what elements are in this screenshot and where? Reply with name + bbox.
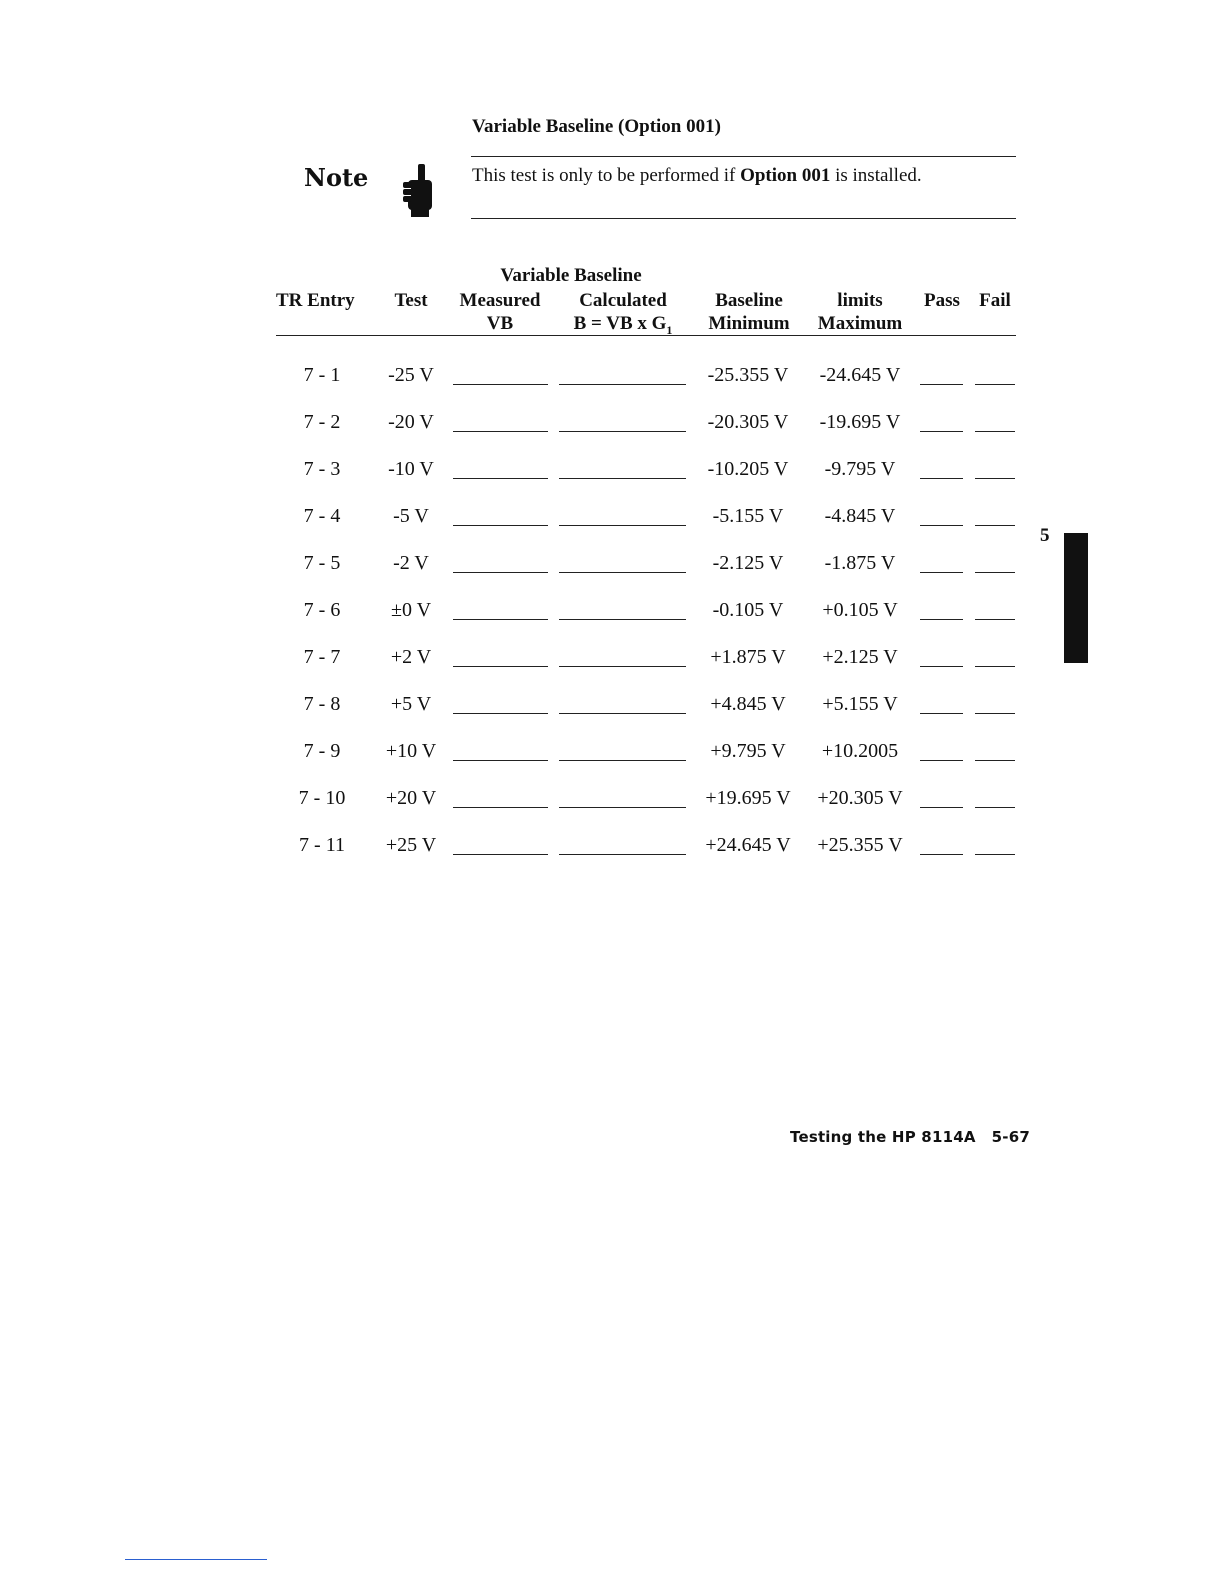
cell-baseline-minimum: -0.105 V — [712, 599, 784, 621]
cell-tr-entry: 7 - 7 — [303, 646, 341, 668]
cell-baseline-maximum: -24.645 V — [819, 364, 901, 386]
pass-blank[interactable] — [920, 713, 963, 714]
cell-baseline-maximum: -19.695 V — [819, 411, 901, 433]
cell-baseline-maximum: -1.875 V — [824, 552, 896, 574]
measured-vb-blank[interactable] — [453, 525, 548, 526]
cell-tr-entry: 7 - 2 — [303, 411, 341, 433]
header-tr-entry: TR Entry — [276, 290, 355, 311]
cell-baseline-minimum: +24.645 V — [705, 834, 791, 856]
pass-blank[interactable] — [920, 760, 963, 761]
fail-blank[interactable] — [975, 431, 1015, 432]
calculated-b-blank[interactable] — [559, 807, 686, 808]
note-rule-top — [471, 156, 1016, 157]
calculated-b-blank[interactable] — [559, 572, 686, 573]
header-calculated-formula: B = VB x $G_1$ — [573, 313, 673, 337]
fail-blank[interactable] — [975, 666, 1015, 667]
calculated-b-blank[interactable] — [559, 854, 686, 855]
section-title: Variable Baseline (Option 001) — [472, 116, 721, 137]
measured-vb-blank[interactable] — [453, 713, 548, 714]
cell-baseline-maximum: -9.795 V — [824, 458, 896, 480]
cell-tr-entry: 7 - 9 — [303, 740, 341, 762]
measured-vb-blank[interactable] — [453, 666, 548, 667]
pass-blank[interactable] — [920, 854, 963, 855]
cell-baseline-maximum: +5.155 V — [822, 693, 898, 715]
cell-baseline-maximum: +10.2005 — [821, 740, 899, 762]
calculated-b-blank[interactable] — [559, 384, 686, 385]
header-variable-baseline: Variable Baseline — [500, 265, 642, 286]
cell-baseline-minimum: -25.355 V — [707, 364, 789, 386]
cell-baseline-minimum: +4.845 V — [710, 693, 786, 715]
measured-vb-blank[interactable] — [453, 807, 548, 808]
note-option-bold: Option 001 — [740, 165, 831, 186]
fail-blank[interactable] — [975, 525, 1015, 526]
chapter-tab-number: 5 — [1040, 525, 1050, 546]
cell-baseline-minimum: +9.795 V — [710, 740, 786, 762]
fail-blank[interactable] — [975, 619, 1015, 620]
calculated-b-blank[interactable] — [559, 525, 686, 526]
cell-baseline-maximum: +0.105 V — [822, 599, 898, 621]
header-pass: Pass — [924, 290, 960, 311]
cell-baseline-minimum: +19.695 V — [705, 787, 791, 809]
pass-blank[interactable] — [920, 431, 963, 432]
measured-vb-blank[interactable] — [453, 478, 548, 479]
header-baseline: Baseline — [715, 290, 783, 311]
note-text: This test is only to be performed if Option 001 is installed. — [472, 165, 922, 186]
cell-test: -2 V — [393, 552, 429, 574]
pass-blank[interactable] — [920, 572, 963, 573]
cell-baseline-maximum: +2.125 V — [822, 646, 898, 668]
footer-title: Testing the HP 8114A — [790, 1128, 976, 1146]
cell-test: +2 V — [390, 646, 432, 668]
measured-vb-blank[interactable] — [453, 384, 548, 385]
cell-tr-entry: 7 - 5 — [303, 552, 341, 574]
cell-test: +20 V — [385, 787, 437, 809]
fail-blank[interactable] — [975, 384, 1015, 385]
cell-tr-entry: 7 - 6 — [303, 599, 341, 621]
calculated-b-blank[interactable] — [559, 713, 686, 714]
pass-blank[interactable] — [920, 525, 963, 526]
measured-vb-blank[interactable] — [453, 854, 548, 855]
note-rule-bottom — [471, 218, 1016, 219]
cell-baseline-minimum: -2.125 V — [712, 552, 784, 574]
cell-tr-entry: 7 - 10 — [298, 787, 346, 809]
header-maximum: Maximum — [817, 313, 903, 334]
cell-baseline-minimum: -5.155 V — [712, 505, 784, 527]
pass-blank[interactable] — [920, 384, 963, 385]
cell-tr-entry: 7 - 1 — [303, 364, 341, 386]
cell-test: ±0 V — [390, 599, 432, 621]
cell-test: -5 V — [393, 505, 429, 527]
cell-test: +10 V — [385, 740, 437, 762]
footer-page-number: 5-67 — [991, 1128, 1031, 1146]
measured-vb-blank[interactable] — [453, 619, 548, 620]
cell-test: +5 V — [390, 693, 432, 715]
cell-tr-entry: 7 - 4 — [303, 505, 341, 527]
pass-blank[interactable] — [920, 619, 963, 620]
cell-test: -20 V — [388, 411, 434, 433]
fail-blank[interactable] — [975, 854, 1015, 855]
header-rule — [276, 335, 1016, 336]
header-limits: limits — [837, 290, 883, 311]
header-calculated: Calculated — [579, 290, 667, 311]
pointing-hand-icon — [400, 164, 436, 218]
pass-blank[interactable] — [920, 666, 963, 667]
calculated-b-blank[interactable] — [559, 478, 686, 479]
bottom-rule — [125, 1559, 267, 1560]
note-label: Note — [304, 163, 369, 192]
pass-blank[interactable] — [920, 807, 963, 808]
measured-vb-blank[interactable] — [453, 760, 548, 761]
header-test: Test — [394, 290, 428, 311]
cell-tr-entry: 7 - 11 — [299, 834, 345, 856]
calculated-b-blank[interactable] — [559, 431, 686, 432]
measured-vb-blank[interactable] — [453, 431, 548, 432]
cell-baseline-minimum: -20.305 V — [707, 411, 789, 433]
fail-blank[interactable] — [975, 760, 1015, 761]
calculated-b-blank[interactable] — [559, 666, 686, 667]
cell-baseline-minimum: -10.205 V — [707, 458, 789, 480]
header-measured: Measured — [459, 290, 541, 311]
chapter-tab-marker — [1064, 533, 1088, 663]
measured-vb-blank[interactable] — [453, 572, 548, 573]
fail-blank[interactable] — [975, 807, 1015, 808]
cell-tr-entry: 7 - 8 — [303, 693, 341, 715]
header-measured-vb: VB — [486, 313, 514, 334]
cell-test: +25 V — [385, 834, 437, 856]
cell-test: -25 V — [388, 364, 434, 386]
fail-blank[interactable] — [975, 713, 1015, 714]
cell-baseline-maximum: -4.845 V — [824, 505, 896, 527]
header-minimum: Minimum — [708, 313, 790, 334]
cell-baseline-minimum: +1.875 V — [710, 646, 786, 668]
cell-tr-entry: 7 - 3 — [303, 458, 341, 480]
calculated-b-blank[interactable] — [559, 760, 686, 761]
fail-blank[interactable] — [975, 478, 1015, 479]
calculated-b-blank[interactable] — [559, 619, 686, 620]
pass-blank[interactable] — [920, 478, 963, 479]
cell-baseline-maximum: +25.355 V — [817, 834, 903, 856]
header-fail: Fail — [979, 290, 1011, 311]
cell-test: -10 V — [388, 458, 434, 480]
cell-baseline-maximum: +20.305 V — [817, 787, 903, 809]
fail-blank[interactable] — [975, 572, 1015, 573]
page-footer — [790, 1128, 1031, 1146]
